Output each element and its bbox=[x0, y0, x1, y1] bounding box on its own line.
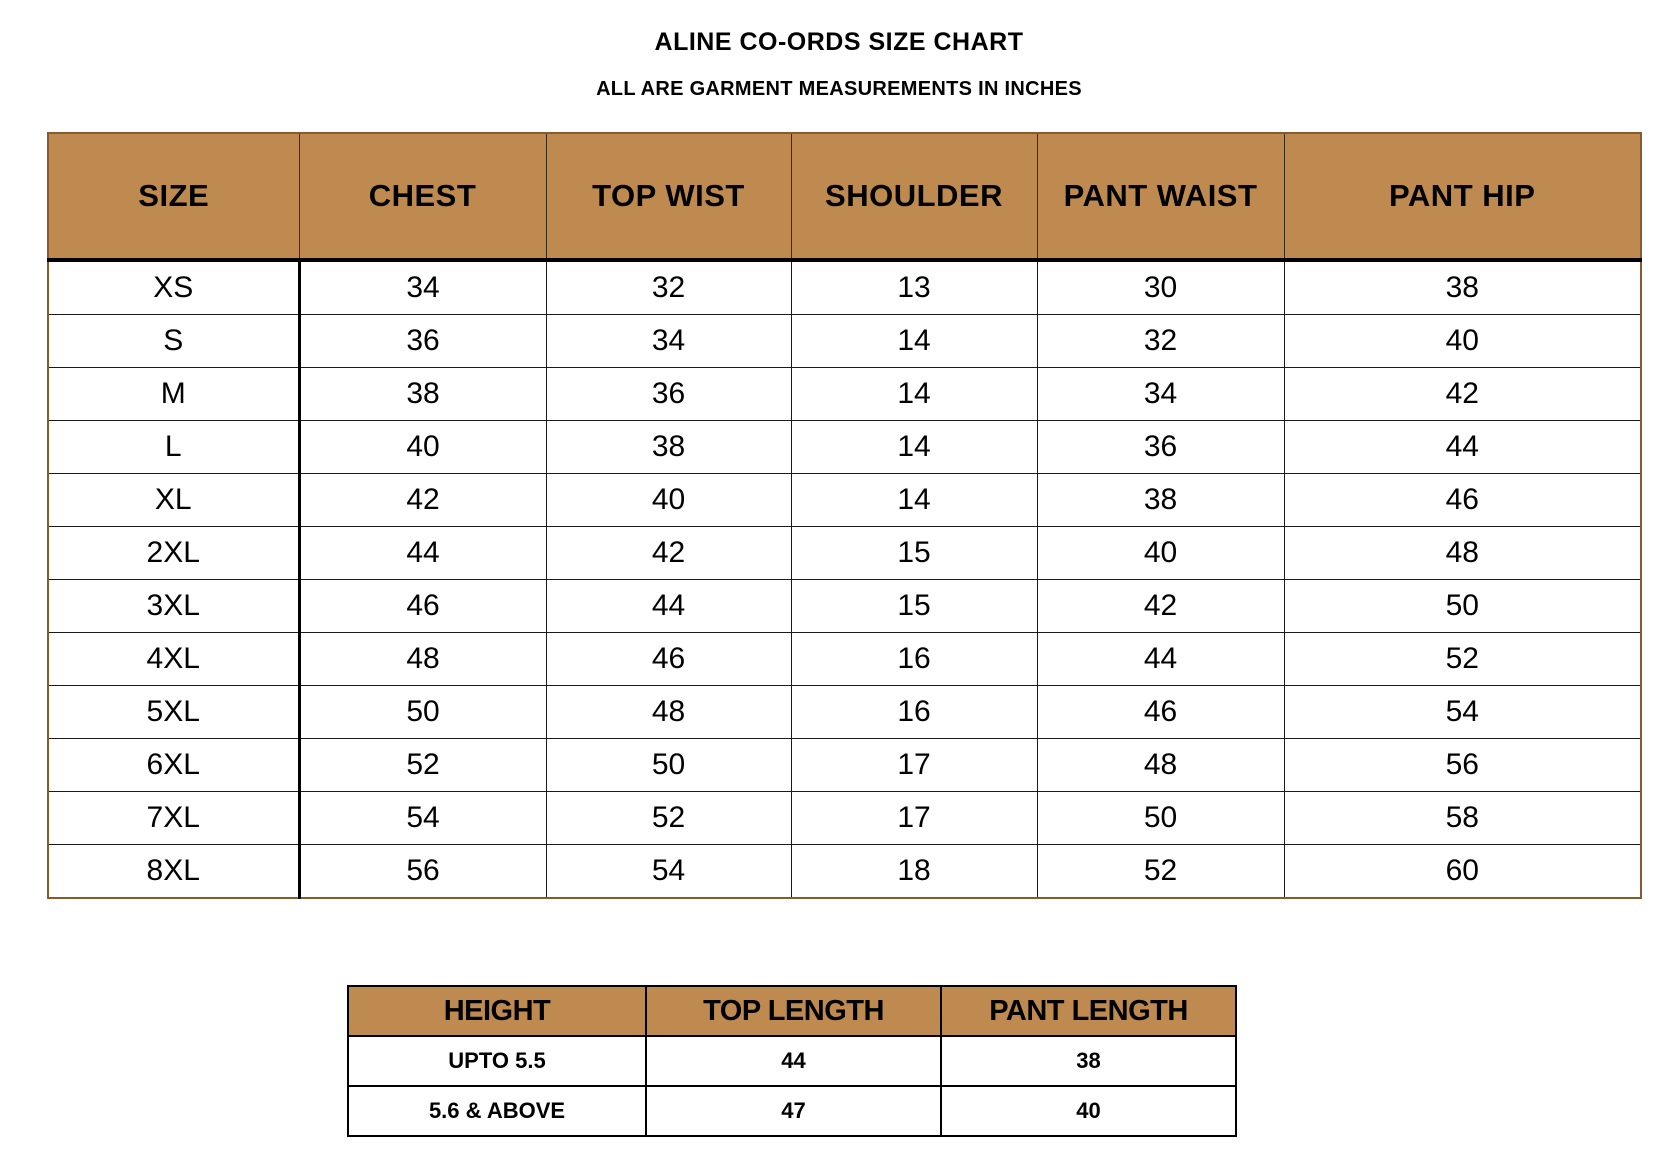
size-cell: 15 bbox=[791, 527, 1037, 580]
size-cell: 3XL bbox=[48, 580, 299, 633]
size-row bbox=[48, 739, 1641, 792]
size-cell: XL bbox=[48, 474, 299, 527]
size-cell: 14 bbox=[791, 368, 1037, 421]
size-cell: 16 bbox=[791, 633, 1037, 686]
size-row bbox=[48, 633, 1641, 686]
size-cell: 14 bbox=[791, 315, 1037, 368]
size-cell: 52 bbox=[1037, 845, 1284, 899]
length-row bbox=[348, 1036, 1236, 1086]
size-cell: 15 bbox=[791, 580, 1037, 633]
size-cell: 16 bbox=[791, 686, 1037, 739]
size-column-header: SIZE bbox=[48, 133, 299, 260]
page-subtitle: ALL ARE GARMENT MEASUREMENTS IN INCHES bbox=[596, 78, 1082, 100]
size-cell: 46 bbox=[546, 633, 791, 686]
size-cell: 42 bbox=[1284, 368, 1641, 421]
length-table-header bbox=[348, 986, 1236, 1036]
size-column-header: PANT WAIST bbox=[1037, 133, 1284, 260]
length-by-height-table bbox=[347, 985, 1237, 1137]
page-title: ALINE CO-ORDS SIZE CHART bbox=[654, 28, 1024, 56]
length-cell: 40 bbox=[941, 1086, 1236, 1136]
length-column-header: HEIGHT bbox=[348, 986, 646, 1036]
size-cell: 46 bbox=[1037, 686, 1284, 739]
size-cell: 44 bbox=[1284, 421, 1641, 474]
size-cell: 17 bbox=[791, 792, 1037, 845]
size-cell: 36 bbox=[1037, 421, 1284, 474]
size-cell: 38 bbox=[1284, 260, 1641, 315]
size-cell: 42 bbox=[1037, 580, 1284, 633]
size-chart-page bbox=[0, 28, 1678, 1137]
size-measurements-table bbox=[47, 132, 1642, 899]
size-cell: 34 bbox=[546, 315, 791, 368]
size-cell: 4XL bbox=[48, 633, 299, 686]
size-cell: 34 bbox=[1037, 368, 1284, 421]
size-cell: 42 bbox=[546, 527, 791, 580]
size-cell: 50 bbox=[1037, 792, 1284, 845]
size-column-header: PANT HIP bbox=[1284, 133, 1641, 260]
size-column-header: SHOULDER bbox=[791, 133, 1037, 260]
size-cell: 46 bbox=[299, 580, 546, 633]
size-cell: 54 bbox=[546, 845, 791, 899]
length-cell: 47 bbox=[646, 1086, 941, 1136]
size-cell: 40 bbox=[546, 474, 791, 527]
size-row bbox=[48, 580, 1641, 633]
size-cell: 36 bbox=[299, 315, 546, 368]
size-cell: 30 bbox=[1037, 260, 1284, 315]
size-cell: 42 bbox=[299, 474, 546, 527]
size-row bbox=[48, 421, 1641, 474]
length-row bbox=[348, 1086, 1236, 1136]
size-cell: 56 bbox=[1284, 739, 1641, 792]
length-column-header: PANT LENGTH bbox=[941, 986, 1236, 1036]
size-cell: 2XL bbox=[48, 527, 299, 580]
size-column-header: CHEST bbox=[299, 133, 546, 260]
size-cell: 52 bbox=[546, 792, 791, 845]
size-cell: S bbox=[48, 315, 299, 368]
size-table-header bbox=[48, 133, 1641, 260]
size-cell: M bbox=[48, 368, 299, 421]
size-row bbox=[48, 845, 1641, 899]
size-cell: 8XL bbox=[48, 845, 299, 899]
size-row bbox=[48, 260, 1641, 315]
size-row bbox=[48, 315, 1641, 368]
size-cell: 44 bbox=[299, 527, 546, 580]
length-cell: 38 bbox=[941, 1036, 1236, 1086]
size-cell: 44 bbox=[546, 580, 791, 633]
size-cell: 50 bbox=[299, 686, 546, 739]
size-row bbox=[48, 368, 1641, 421]
size-cell: 48 bbox=[299, 633, 546, 686]
size-cell: 38 bbox=[299, 368, 546, 421]
size-cell: 18 bbox=[791, 845, 1037, 899]
size-cell: 50 bbox=[1284, 580, 1641, 633]
size-cell: 6XL bbox=[48, 739, 299, 792]
size-column-header: TOP WIST bbox=[546, 133, 791, 260]
length-column-header: TOP LENGTH bbox=[646, 986, 941, 1036]
size-table-body bbox=[48, 260, 1641, 898]
size-cell: L bbox=[48, 421, 299, 474]
size-row bbox=[48, 792, 1641, 845]
size-cell: 60 bbox=[1284, 845, 1641, 899]
size-cell: 14 bbox=[791, 421, 1037, 474]
length-cell: 5.6 & ABOVE bbox=[348, 1086, 646, 1136]
size-cell: 13 bbox=[791, 260, 1037, 315]
size-cell: 48 bbox=[546, 686, 791, 739]
size-cell: 14 bbox=[791, 474, 1037, 527]
size-cell: 17 bbox=[791, 739, 1037, 792]
size-cell: 54 bbox=[299, 792, 546, 845]
size-cell: 56 bbox=[299, 845, 546, 899]
length-table-body bbox=[348, 1036, 1236, 1136]
length-cell: UPTO 5.5 bbox=[348, 1036, 646, 1086]
size-cell: 7XL bbox=[48, 792, 299, 845]
size-cell: 32 bbox=[546, 260, 791, 315]
size-cell: 36 bbox=[546, 368, 791, 421]
size-cell: 48 bbox=[1284, 527, 1641, 580]
size-cell: 52 bbox=[299, 739, 546, 792]
size-cell: 58 bbox=[1284, 792, 1641, 845]
size-cell: XS bbox=[48, 260, 299, 315]
size-row bbox=[48, 686, 1641, 739]
size-cell: 40 bbox=[299, 421, 546, 474]
size-cell: 38 bbox=[546, 421, 791, 474]
size-cell: 44 bbox=[1037, 633, 1284, 686]
length-header-row bbox=[348, 986, 1236, 1036]
size-cell: 50 bbox=[546, 739, 791, 792]
size-cell: 32 bbox=[1037, 315, 1284, 368]
size-cell: 46 bbox=[1284, 474, 1641, 527]
size-header-row bbox=[48, 133, 1641, 260]
size-cell: 40 bbox=[1284, 315, 1641, 368]
size-row bbox=[48, 474, 1641, 527]
size-cell: 38 bbox=[1037, 474, 1284, 527]
size-cell: 5XL bbox=[48, 686, 299, 739]
size-cell: 54 bbox=[1284, 686, 1641, 739]
size-cell: 48 bbox=[1037, 739, 1284, 792]
length-cell: 44 bbox=[646, 1036, 941, 1086]
size-row bbox=[48, 527, 1641, 580]
size-cell: 34 bbox=[299, 260, 546, 315]
size-cell: 52 bbox=[1284, 633, 1641, 686]
size-cell: 40 bbox=[1037, 527, 1284, 580]
